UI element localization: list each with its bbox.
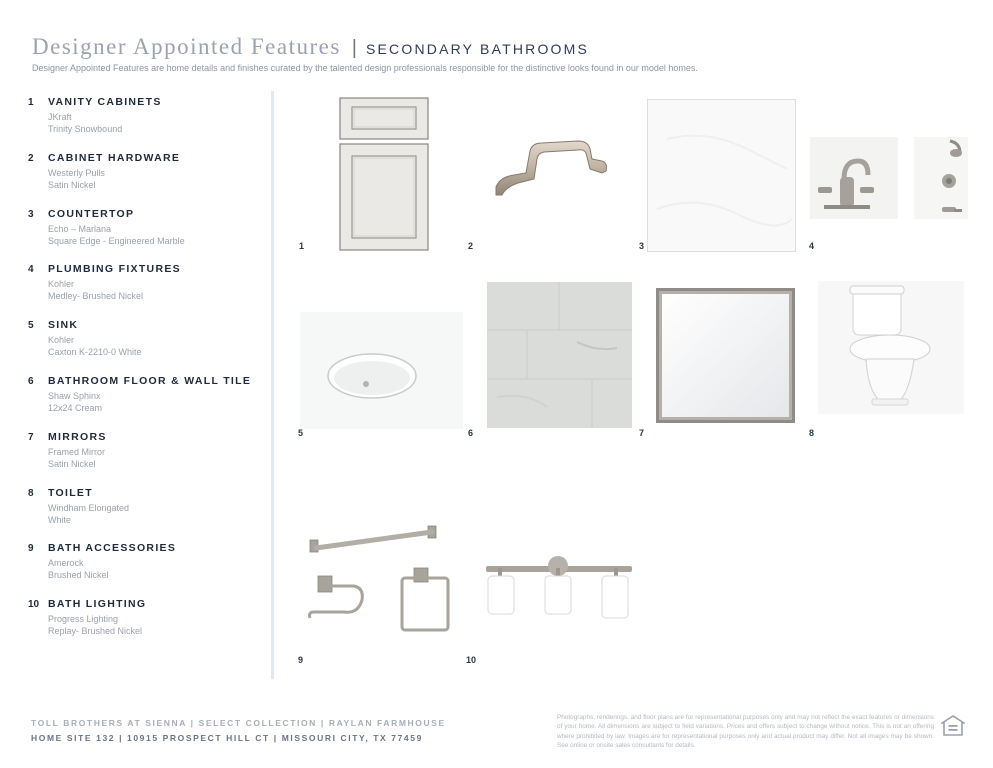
photo-label-4: 4 [809,241,815,251]
toilet-image [818,281,964,414]
feature-item-cabinet-hardware [28,152,263,208]
page-header [32,34,589,60]
feature-name: BATH ACCESSORIES [48,542,177,555]
feature-number: 9 [28,543,34,555]
feature-name: COUNTERTOP [48,207,135,220]
floor-wall-tile-image [487,282,632,428]
feature-brand: Progress Lighting [48,614,119,625]
feature-item-vanity-cabinets [28,96,263,152]
feature-name: BATHROOM FLOOR & WALL TILE [48,374,252,387]
feature-name: PLUMBING FIXTURES [48,263,181,276]
footer-collection: SELECT COLLECTION [198,718,317,728]
feature-number: 4 [28,264,34,276]
footer-separator: | [320,718,325,728]
footer-community-info [31,716,446,746]
legal-disclaimer: Photographs, renderings, and floor plans are for representational purposes only and may not reflect the exact features or dimensions of your home. All dimensions are subject to field variations. Prices and offers subject to change without notice. This is not an offering where prohibited by law. Images are for representational purposes only and actual product may differ. Not all images may be shown. See online or onsite sales consultants for details. [557,714,934,750]
plumbing-fixtures-image [810,137,968,221]
feature-detail: Satin Nickel [48,179,96,190]
feature-detail: White [48,514,72,525]
feature-item-toilet [28,487,263,543]
feature-item-mirrors [28,431,263,487]
footer-separator: | [273,733,278,743]
feature-name: VANITY CABINETS [48,96,162,108]
photo-label-3: 3 [639,241,645,251]
feature-number: 8 [28,487,34,499]
feature-item-sink [28,319,263,375]
feature-number: 5 [28,320,34,332]
feature-brand: Shaw Sphinx [48,390,101,401]
feature-number: 2 [28,152,34,164]
feature-brand: Echo – Marlana [48,223,112,234]
footer-separator: | [190,718,195,728]
feature-brand: Kohler [48,335,75,346]
feature-detail: Satin Nickel [48,458,96,469]
feature-detail: Medley- Brushed Nickel [48,291,144,302]
footer-model: RAYLAN FARMHOUSE [328,718,446,728]
photo-label-2: 2 [468,241,474,251]
feature-item-countertop [28,208,263,264]
feature-number: 10 [28,599,40,611]
page-subtitle: Designer Appointed Features are home details and finishes curated by the talented design professionals responsible for the distinctive looks found in our model homes. [32,63,698,73]
feature-detail: Brushed Nickel [48,570,109,581]
countertop-image [647,99,796,252]
photo-label-6: 6 [468,428,474,438]
feature-brand: Framed Mirror [48,446,106,457]
framed-mirror-image [656,288,795,423]
feature-item-bath-accessories [28,542,263,598]
feature-name: TOILET [48,486,93,499]
feature-item-bath-lighting [28,598,263,654]
footer-line-1 [31,716,446,731]
footer-homesite: HOME SITE 132 [31,733,116,743]
photo-label-5: 5 [298,428,304,438]
page-title: Designer Appointed Features [32,34,341,59]
footer-community: TOLL BROTHERS AT SIENNA [31,718,187,728]
equal-housing-icon [941,715,965,737]
footer-separator: | [119,733,124,743]
feature-detail: 12x24 Cream [48,402,103,413]
photo-label-1: 1 [299,241,305,251]
feature-item-plumbing-fixtures [28,263,263,319]
feature-brand: Kohler [48,279,75,290]
column-divider [271,91,274,679]
feature-list [28,96,263,654]
feature-number: 3 [28,208,34,220]
feature-brand: Amerock [48,558,84,569]
feature-brand: Westerly Pulls [48,167,105,178]
bath-accessories-image [304,524,452,634]
title-row [32,34,589,60]
photo-label-7: 7 [639,428,645,438]
feature-number: 6 [28,375,34,387]
cabinet-pull-image [492,135,610,201]
vanity-cabinet-image [338,97,430,251]
feature-item-floor-wall-tile [28,375,263,431]
feature-number: 1 [28,97,34,108]
feature-detail: Trinity Snowbound [48,124,123,134]
feature-detail: Square Edge - Engineered Marble [48,235,185,246]
feature-name: SINK [48,319,79,332]
footer-line-2 [31,731,446,746]
feature-name: MIRRORS [48,430,107,443]
feature-brand: Windham Elongated [48,502,130,513]
sink-image [300,312,463,429]
feature-detail: Replay- Brushed Nickel [48,626,143,637]
photo-label-8: 8 [809,428,815,438]
feature-detail: Caxton K-2210-0 White [48,347,142,358]
bath-lighting-image [484,556,634,622]
footer-address: 10915 PROSPECT HILL CT [127,733,270,743]
feature-number: 7 [28,431,34,443]
feature-brand: JKraft [48,112,72,122]
feature-name: BATH LIGHTING [48,598,147,611]
title-separator: | [351,37,357,59]
section-title: SECONDARY BATHROOMS [365,41,590,57]
photo-label-10: 10 [466,655,477,665]
footer-city: MISSOURI CITY, TX 77459 [281,733,423,743]
photo-label-9: 9 [298,655,304,665]
feature-name: CABINET HARDWARE [48,151,181,164]
